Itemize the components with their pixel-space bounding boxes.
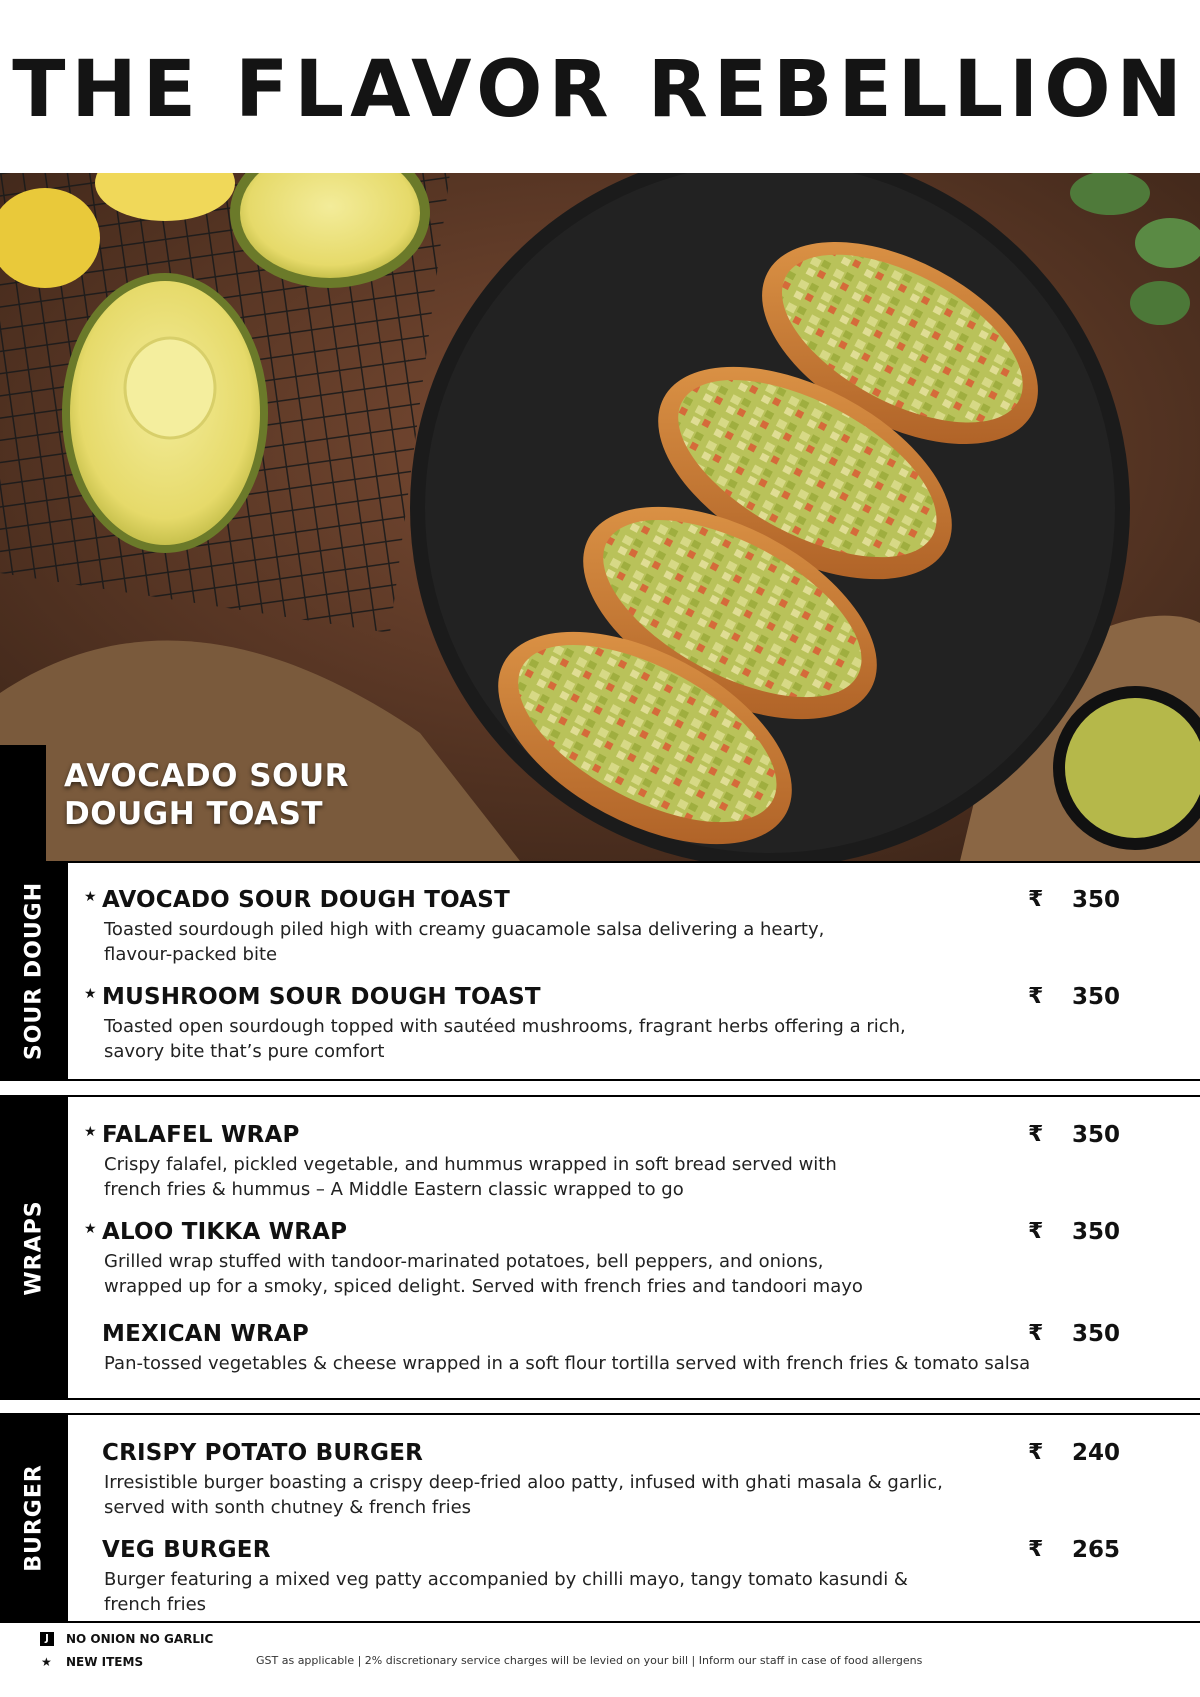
section-tab xyxy=(0,1095,68,1400)
item-description-line: french fries xyxy=(104,1594,207,1615)
section-sour-dough xyxy=(0,861,1200,1081)
section-tab xyxy=(0,861,68,1081)
rupee-icon: ₹ xyxy=(1028,1440,1044,1465)
item-price: 240 xyxy=(1071,1440,1120,1466)
section-tab xyxy=(0,1413,68,1623)
item-name: MUSHROOM SOUR DOUGH TOAST xyxy=(102,984,541,1010)
rupee-icon: ₹ xyxy=(1028,887,1044,912)
item-description xyxy=(104,1014,1114,1064)
item-description-line: served with sonth chutney & french fries xyxy=(104,1497,472,1518)
new-item-star-icon: ★ xyxy=(84,889,97,905)
hero-caption-line1: AVOCADO SOUR xyxy=(64,758,350,794)
item-description-line: Crispy falafel, pickled vegetable, and hummus wrapped in soft bread served with xyxy=(104,1154,837,1175)
item-description-line: Toasted open sourdough topped with sautéed mushrooms, fragrant herbs offering a rich, xyxy=(104,1016,906,1037)
item-name: CRISPY POTATO BURGER xyxy=(102,1440,424,1466)
item-description xyxy=(104,917,1114,967)
item-name: AVOCADO SOUR DOUGH TOAST xyxy=(102,887,510,913)
rupee-icon: ₹ xyxy=(1028,1122,1044,1147)
rupee-icon: ₹ xyxy=(1028,1219,1044,1244)
hero-caption-line2: DOUGH TOAST xyxy=(64,796,324,832)
item-description-line: Irresistible burger boasting a crispy deep-fried aloo patty, infused with ghati masala & garlic, xyxy=(104,1472,943,1493)
item-description-line: Burger featuring a mixed veg patty accompanied by chilli mayo, tangy tomato kasundi & xyxy=(104,1569,908,1590)
new-item-star-icon: ★ xyxy=(84,986,97,1002)
legend-new-items: NEW ITEMS xyxy=(66,1655,144,1669)
item-price: 350 xyxy=(1071,984,1120,1010)
legend-no-onion-garlic: NO ONION NO GARLIC xyxy=(66,1632,214,1646)
item-description xyxy=(104,1567,1114,1617)
item-price: 265 xyxy=(1071,1537,1120,1563)
item-description-line: Pan-tossed vegetables & cheese wrapped in a soft flour tortilla served with french fries & tomato salsa xyxy=(104,1353,1031,1374)
hero-caption xyxy=(64,757,349,833)
section-label: BURGER xyxy=(21,1464,47,1572)
item-name: FALAFEL WRAP xyxy=(102,1122,300,1148)
item-description-line: flavour-packed bite xyxy=(104,944,278,965)
item-name: VEG BURGER xyxy=(102,1537,271,1563)
item-description-line: wrapped up for a smoky, spiced delight. Served with french fries and tandoori mayo xyxy=(104,1276,863,1297)
item-description-line: savory bite that’s pure comfort xyxy=(104,1041,385,1062)
new-item-star-icon: ★ xyxy=(41,1655,52,1669)
section-label: SOUR DOUGH xyxy=(21,881,47,1061)
hero-caption-bar xyxy=(0,745,46,861)
item-description xyxy=(104,1351,1114,1376)
page-title: THE FLAVOR REBELLION xyxy=(12,45,1188,135)
new-item-star-icon: ★ xyxy=(84,1124,97,1140)
item-name: MEXICAN WRAP xyxy=(102,1321,309,1347)
item-price: 350 xyxy=(1071,887,1120,913)
item-price: 350 xyxy=(1071,1122,1120,1148)
item-description xyxy=(104,1470,1114,1520)
section-wraps xyxy=(0,1095,1200,1400)
rupee-icon: ₹ xyxy=(1028,984,1044,1009)
item-name: ALOO TIKKA WRAP xyxy=(102,1219,348,1245)
section-label: WRAPS xyxy=(21,1199,47,1296)
rupee-icon: ₹ xyxy=(1028,1537,1044,1562)
item-price: 350 xyxy=(1071,1321,1120,1347)
item-description xyxy=(104,1152,1114,1202)
rupee-icon: ₹ xyxy=(1028,1321,1044,1346)
item-price: 350 xyxy=(1071,1219,1120,1245)
section-burger xyxy=(0,1413,1200,1623)
item-description xyxy=(104,1249,1114,1299)
item-description-line: Toasted sourdough piled high with creamy guacamole salsa delivering a hearty, xyxy=(104,919,825,940)
new-item-star-icon: ★ xyxy=(84,1221,97,1237)
no-onion-garlic-badge-icon: J xyxy=(40,1632,54,1646)
item-description-line: Grilled wrap stuffed with tandoor-marinated potatoes, bell peppers, and onions, xyxy=(104,1251,824,1272)
footer-note: GST as applicable | 2% discretionary service charges will be levied on your bill | Inform our staff in case of food allergens xyxy=(256,1654,923,1667)
item-description-line: french fries & hummus – A Middle Eastern classic wrapped to go xyxy=(104,1179,684,1200)
